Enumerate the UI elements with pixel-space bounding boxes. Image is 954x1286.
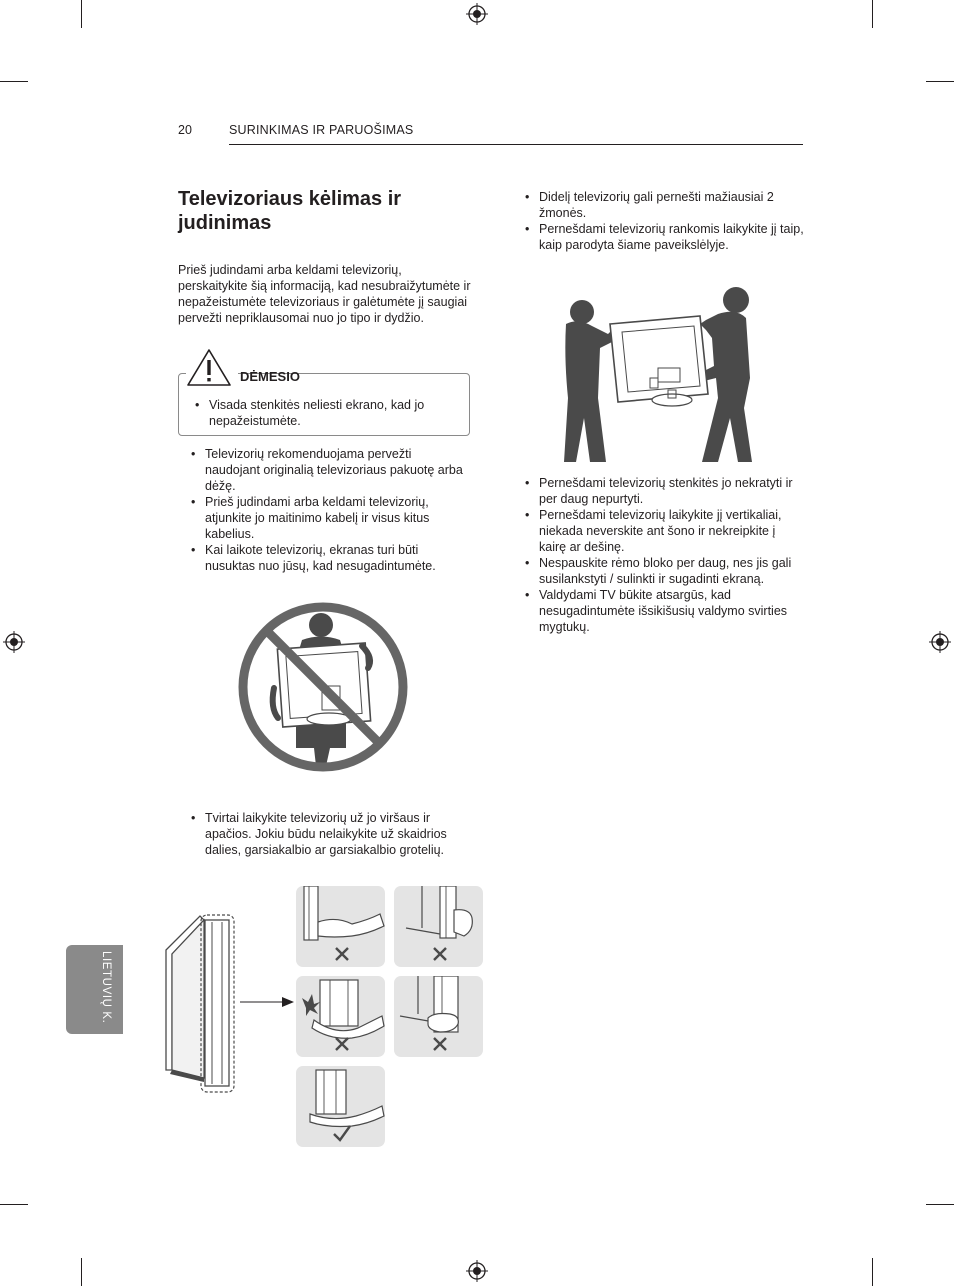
grip-panel-incorrect <box>296 886 385 967</box>
two-person-carry-illustration <box>560 278 760 464</box>
handling-tips-list <box>523 475 805 635</box>
grip-panel-incorrect <box>394 886 483 967</box>
caution-list <box>193 397 463 429</box>
caution-header <box>186 348 300 388</box>
carry-tips-list <box>523 189 805 253</box>
warning-triangle-icon <box>186 348 232 388</box>
crop-mark <box>81 0 82 28</box>
list-item: • Pernešdami televizorių stenkitės jo nekratyti ir per daug nepurtyti. <box>523 475 805 507</box>
page-number: 20 <box>178 123 192 137</box>
language-tab-label: LIETUVIŲ K. <box>100 951 112 1024</box>
list-item: • Televizorių rekomenduojama pervežti naudojant originalią televizoriaus pakuotę arba dėžę. <box>189 446 464 494</box>
crop-mark <box>926 1204 954 1205</box>
crop-mark <box>872 0 873 28</box>
registration-mark-icon <box>466 3 488 25</box>
incorrect-grip-illustration <box>394 976 483 1057</box>
crop-mark <box>81 1258 82 1286</box>
list-item: • Kai laikote televizorių, ekranas turi būti nusuktas nuo jūsų, kad nesugadintumėte. <box>189 542 464 574</box>
intro-paragraph: Prieš judindami arba keldami televizorių, perskaitykite šią informaciją, kad nesubraižytumėte ir nepažeistumėte televizoriaus ir galėtumėte jį saugiai pervežti nepriklausomai nuo jo tipo ir dydžio. <box>178 263 471 325</box>
list-item: • Pernešdami televizorių rankomis laikykite jį taip, kaip parodyta šiame paveikslėlyje. <box>523 221 805 253</box>
crop-mark <box>0 1204 28 1205</box>
crop-mark <box>0 81 28 82</box>
list-item: • Nespauskite rėmo bloko per daug, nes jis gali susilankstyti / sulinkti ir sugadinti ekraną. <box>523 555 805 587</box>
list-item: • Pernešdami televizorių laikykite jį vertikaliai, niekada neverskite ant šono ir nekreipkite į kairę ar dešinę. <box>523 507 805 555</box>
language-tab <box>66 945 123 1034</box>
incorrect-grip-illustration <box>296 886 385 967</box>
section-title: SURINKIMAS IR PARUOŠIMAS <box>229 123 414 137</box>
list-item: • Tvirtai laikykite televizorių už jo viršaus ir apačios. Jokiu būdu nelaikykite už skaidrios dalies, garsiakalbio ar garsiakalbio grotelių. <box>189 810 469 858</box>
registration-mark-icon <box>3 631 25 653</box>
crop-mark <box>926 81 954 82</box>
crop-mark <box>872 1258 873 1286</box>
correct-grip-illustration <box>296 1066 385 1147</box>
grip-panel-incorrect <box>394 976 483 1057</box>
grip-tips-list <box>189 810 469 858</box>
prohibited-carry-illustration <box>234 598 414 776</box>
incorrect-grip-illustration <box>296 976 385 1057</box>
list-item: • Didelį televizorių gali pernešti mažiausiai 2 žmonės. <box>523 189 805 221</box>
incorrect-grip-illustration <box>394 886 483 967</box>
registration-mark-icon <box>466 1260 488 1282</box>
grip-panel-incorrect <box>296 976 385 1057</box>
transport-tips-list <box>189 446 464 574</box>
caution-item: • Visada stenkitės neliesti ekrano, kad jo nepažeistumėte. <box>193 397 463 429</box>
list-item: • Prieš judindami arba keldami televizorių, atjunkite jo maitinimo kabelį ir visus kitus kabelius. <box>189 494 464 542</box>
header-divider <box>229 144 803 145</box>
tv-side-view-illustration <box>160 910 300 1094</box>
registration-mark-icon <box>929 631 951 653</box>
grip-panel-correct <box>296 1066 385 1147</box>
page-heading: Televizoriaus kėlimas ir judinimas <box>178 188 402 234</box>
caution-label: DĖMESIO <box>240 369 300 384</box>
list-item: • Valdydami TV būkite atsargūs, kad nesugadintumėte išsikišusių valdymo svirties mygtukų. <box>523 587 805 635</box>
